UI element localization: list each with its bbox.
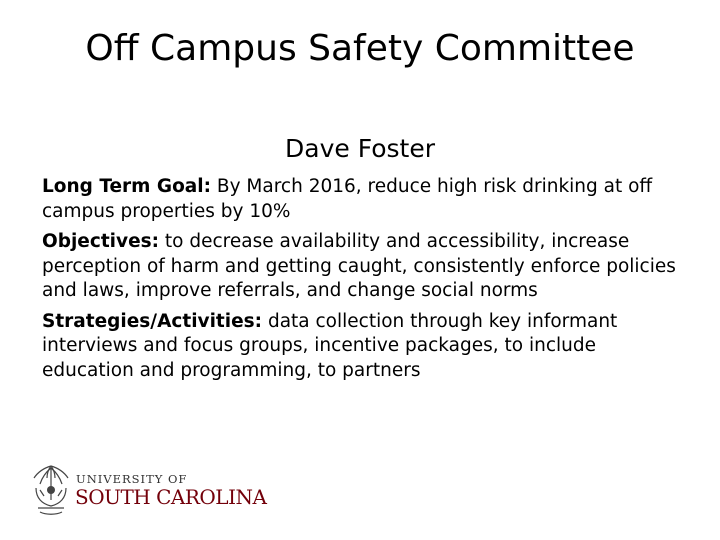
strategies-paragraph: [42, 310, 682, 384]
presenter-name: [0, 134, 720, 163]
university-logo: [26, 460, 267, 520]
objectives-label: Objectives:: [42, 231, 160, 252]
goal-text: By March 2016, reduce high risk drinking at off campus properties by 10%: [42, 176, 653, 222]
goal-label: Long Term Goal:: [42, 176, 212, 197]
slide-title: Off Campus Safety Committee: [85, 28, 635, 69]
strategies-label: Strategies/Activities:: [42, 310, 263, 332]
objectives-text: to decrease availability and accessibility, increase perception of harm and getting caught, consistently enforce policies and laws, improve referrals, and change social norms: [42, 231, 676, 301]
goal-paragraph: [42, 175, 682, 224]
objectives-paragraph: [42, 230, 682, 304]
logo-line-south-carolina: SOUTH CAROLINA: [75, 485, 267, 509]
logo-line-university: UNIVERSITY OF: [76, 472, 188, 486]
palmetto-seal-icon: [26, 460, 76, 518]
presenter-name-text: Dave Foster: [285, 134, 435, 163]
slide-body: [42, 175, 682, 389]
strategies-text: data collection through key informant interviews and focus groups, incentive packages, to include education and programming, to partners: [42, 310, 618, 381]
